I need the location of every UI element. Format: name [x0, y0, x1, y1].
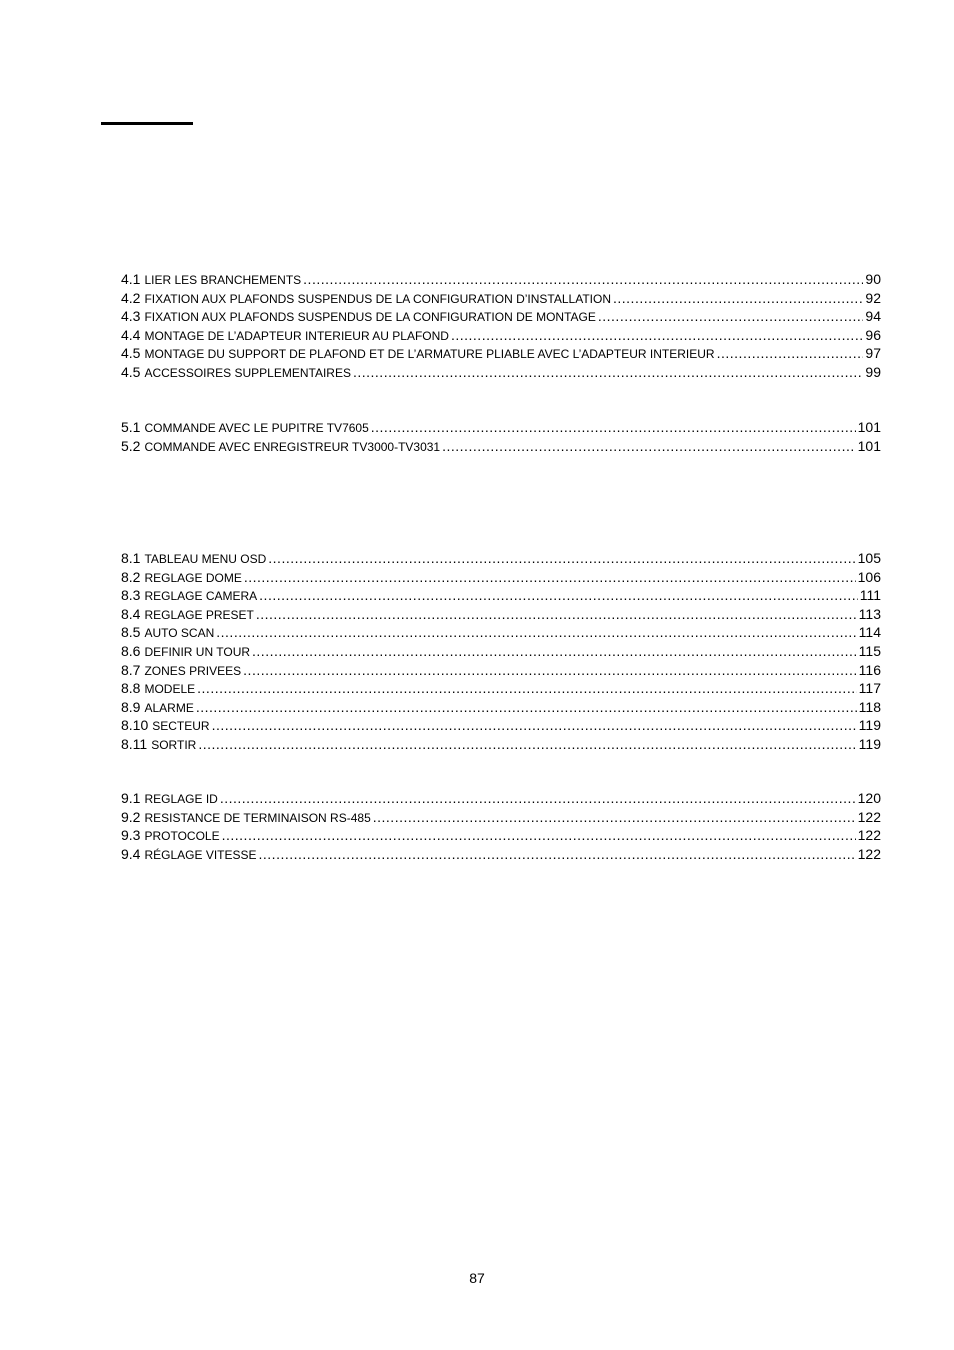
toc-entry-title: REGLAGE ID	[144, 792, 218, 806]
toc-entry-number: 8.8	[121, 680, 141, 697]
toc-entry-number: 4.3	[121, 308, 141, 325]
toc-entry-page: 118	[858, 698, 881, 715]
toc-entry-page: 114	[858, 624, 881, 641]
toc-entry-number: 5.2	[121, 437, 141, 454]
toc-entry-number: 8.7	[121, 661, 141, 678]
dot-leader	[220, 789, 856, 808]
toc-entry-number: 9.4	[121, 845, 141, 862]
toc-entry-page: 120	[857, 790, 881, 806]
toc-entry-title: FIXATION AUX PLAFONDS SUSPENDUS DE LA CONFIGURATION D’INSTALLATION	[144, 291, 611, 306]
dot-leader	[268, 549, 855, 568]
toc-entry[interactable]	[121, 418, 881, 437]
dot-leader	[613, 289, 863, 308]
toc-entry-title: MONTAGE DU SUPPORT DE PLAFOND ET DE L’ARMATURE PLIABLE AVEC L’ADAPTEUR INTERIEUR	[144, 347, 715, 362]
toc-entry-title: TABLEAU MENU OSD	[144, 552, 267, 566]
toc-entry-title: REGLAGE PRESET	[144, 607, 254, 622]
toc-entry-page: 105	[857, 550, 881, 566]
toc-entry-page: 96	[865, 326, 881, 343]
toc-entry-number: 8.9	[121, 698, 141, 715]
toc-entry-number: 4.5	[121, 345, 141, 362]
toc-entry-page: 113	[858, 605, 881, 622]
toc-entry-page: 117	[858, 680, 881, 697]
dot-leader	[196, 698, 857, 717]
toc-entry-number: 4.4	[121, 326, 141, 343]
toc-entry-page: 119	[858, 717, 881, 734]
toc-entry-number: 8.1	[121, 550, 141, 566]
toc-entry[interactable]	[121, 586, 881, 605]
toc-entry-title: SORTIR	[151, 737, 197, 752]
toc-entry-title: MODELE	[144, 682, 196, 697]
toc-entry-title: PROTOCOLE	[144, 829, 220, 844]
dot-leader	[451, 326, 863, 345]
toc-entry[interactable]	[121, 642, 881, 661]
toc-entry[interactable]	[121, 623, 881, 642]
toc-entry-page: 90	[865, 271, 881, 287]
toc-entry-title: MONTAGE DE L’ADAPTEUR INTERIEUR AU PLAFOND	[144, 328, 449, 343]
dot-leader	[373, 808, 856, 827]
dot-leader	[256, 605, 857, 624]
toc-entry-number: 4.2	[121, 289, 141, 306]
toc-entry-title: RÉGLAGE VITESSE	[144, 847, 257, 862]
dot-leader	[243, 661, 857, 680]
toc-entry-number: 8.3	[121, 587, 141, 604]
toc-entry-number: 9.2	[121, 808, 141, 825]
toc-entry-number: 9.3	[121, 827, 141, 844]
dot-leader	[252, 642, 857, 661]
toc-entry[interactable]	[121, 605, 881, 624]
toc-entry[interactable]	[121, 568, 881, 587]
page-number: 87	[469, 1270, 485, 1286]
toc-entry-title: LIER LES BRANCHEMENTS	[144, 273, 302, 287]
dot-leader	[222, 826, 856, 845]
toc-entry-number: 8.4	[121, 605, 141, 622]
toc-entry-page: 119	[858, 735, 881, 752]
toc-entry-number: 4.1	[121, 271, 141, 287]
dot-leader	[198, 735, 856, 754]
toc-section	[121, 789, 881, 863]
toc-entry-number: 9.1	[121, 790, 141, 806]
dot-leader	[303, 270, 863, 289]
toc-entry-page: 92	[865, 289, 881, 306]
dot-leader	[244, 568, 856, 587]
toc-entry-title: FIXATION AUX PLAFONDS SUSPENDUS DE LA CONFIGURATION DE MONTAGE	[144, 310, 596, 325]
toc-entry[interactable]	[121, 270, 881, 289]
toc-entry-number: 5.1	[121, 419, 141, 435]
toc-entry-title: ALARME	[144, 700, 194, 715]
toc-entry-page: 99	[865, 363, 881, 380]
toc-entry-page: 122	[857, 827, 881, 844]
dot-leader	[353, 363, 863, 382]
toc-entry-page: 94	[865, 308, 881, 325]
toc-entry[interactable]	[121, 307, 881, 326]
dot-leader	[212, 716, 857, 735]
toc-entry-page: 97	[865, 345, 881, 362]
dot-leader	[371, 418, 856, 437]
toc-entry[interactable]	[121, 549, 881, 568]
toc-entry-number: 8.10	[121, 717, 149, 734]
toc-entry-number: 4.5	[121, 363, 141, 380]
toc-entry[interactable]	[121, 716, 881, 735]
toc-entry[interactable]	[121, 437, 881, 456]
toc-entry[interactable]	[121, 326, 881, 345]
dot-leader	[717, 344, 864, 363]
dot-leader	[259, 586, 858, 605]
heading-underline	[101, 122, 193, 125]
toc-section	[121, 549, 881, 754]
toc-entry-title: AUTO SCAN	[144, 626, 215, 641]
toc-entry-page: 116	[858, 661, 881, 678]
dot-leader	[442, 437, 856, 456]
toc-entry[interactable]	[121, 679, 881, 698]
toc-entry-number: 8.2	[121, 568, 141, 585]
toc-entry[interactable]	[121, 344, 881, 363]
toc-entry[interactable]	[121, 845, 881, 864]
toc-entry[interactable]	[121, 789, 881, 808]
toc-entry-title: REGLAGE DOME	[144, 570, 242, 585]
dot-leader	[197, 679, 857, 698]
toc-entry[interactable]	[121, 661, 881, 680]
toc-entry-page: 101	[857, 437, 881, 454]
toc-entry-title: ACCESSOIRES SUPPLEMENTAIRES	[144, 365, 351, 380]
toc-entry-title: DEFINIR UN TOUR	[144, 644, 251, 659]
toc-entry-page: 122	[857, 845, 881, 862]
toc-entry-page: 115	[858, 642, 881, 659]
dot-leader	[598, 307, 864, 326]
dot-leader	[259, 845, 856, 864]
toc-entry-title: COMMANDE AVEC LE PUPITRE TV7605	[144, 421, 369, 435]
toc-entry-number: 8.11	[121, 735, 148, 752]
toc-entry-number: 8.5	[121, 624, 141, 641]
toc-entry[interactable]	[121, 363, 881, 382]
toc-entry-page: 106	[857, 568, 881, 585]
toc-entry-page: 111	[859, 587, 881, 604]
toc-section	[121, 418, 881, 455]
toc-entry-title: RESISTANCE DE TERMINAISON RS-485	[144, 810, 371, 825]
toc-entry[interactable]	[121, 289, 881, 308]
toc-entry-number: 8.6	[121, 642, 141, 659]
toc-entry[interactable]	[121, 808, 881, 827]
toc-entry-page: 122	[857, 808, 881, 825]
toc-entry[interactable]	[121, 735, 881, 754]
toc-entry[interactable]	[121, 826, 881, 845]
toc-entry-title: COMMANDE AVEC ENREGISTREUR TV3000-TV3031	[144, 439, 441, 454]
toc-entry[interactable]	[121, 698, 881, 717]
toc-entry-title: SECTEUR	[152, 719, 210, 734]
toc-entry-title: REGLAGE CAMERA	[144, 589, 258, 604]
toc-entry-title: ZONES PRIVEES	[144, 663, 242, 678]
toc-entry-page: 101	[857, 419, 881, 435]
toc-section	[121, 270, 881, 382]
dot-leader	[216, 623, 856, 642]
